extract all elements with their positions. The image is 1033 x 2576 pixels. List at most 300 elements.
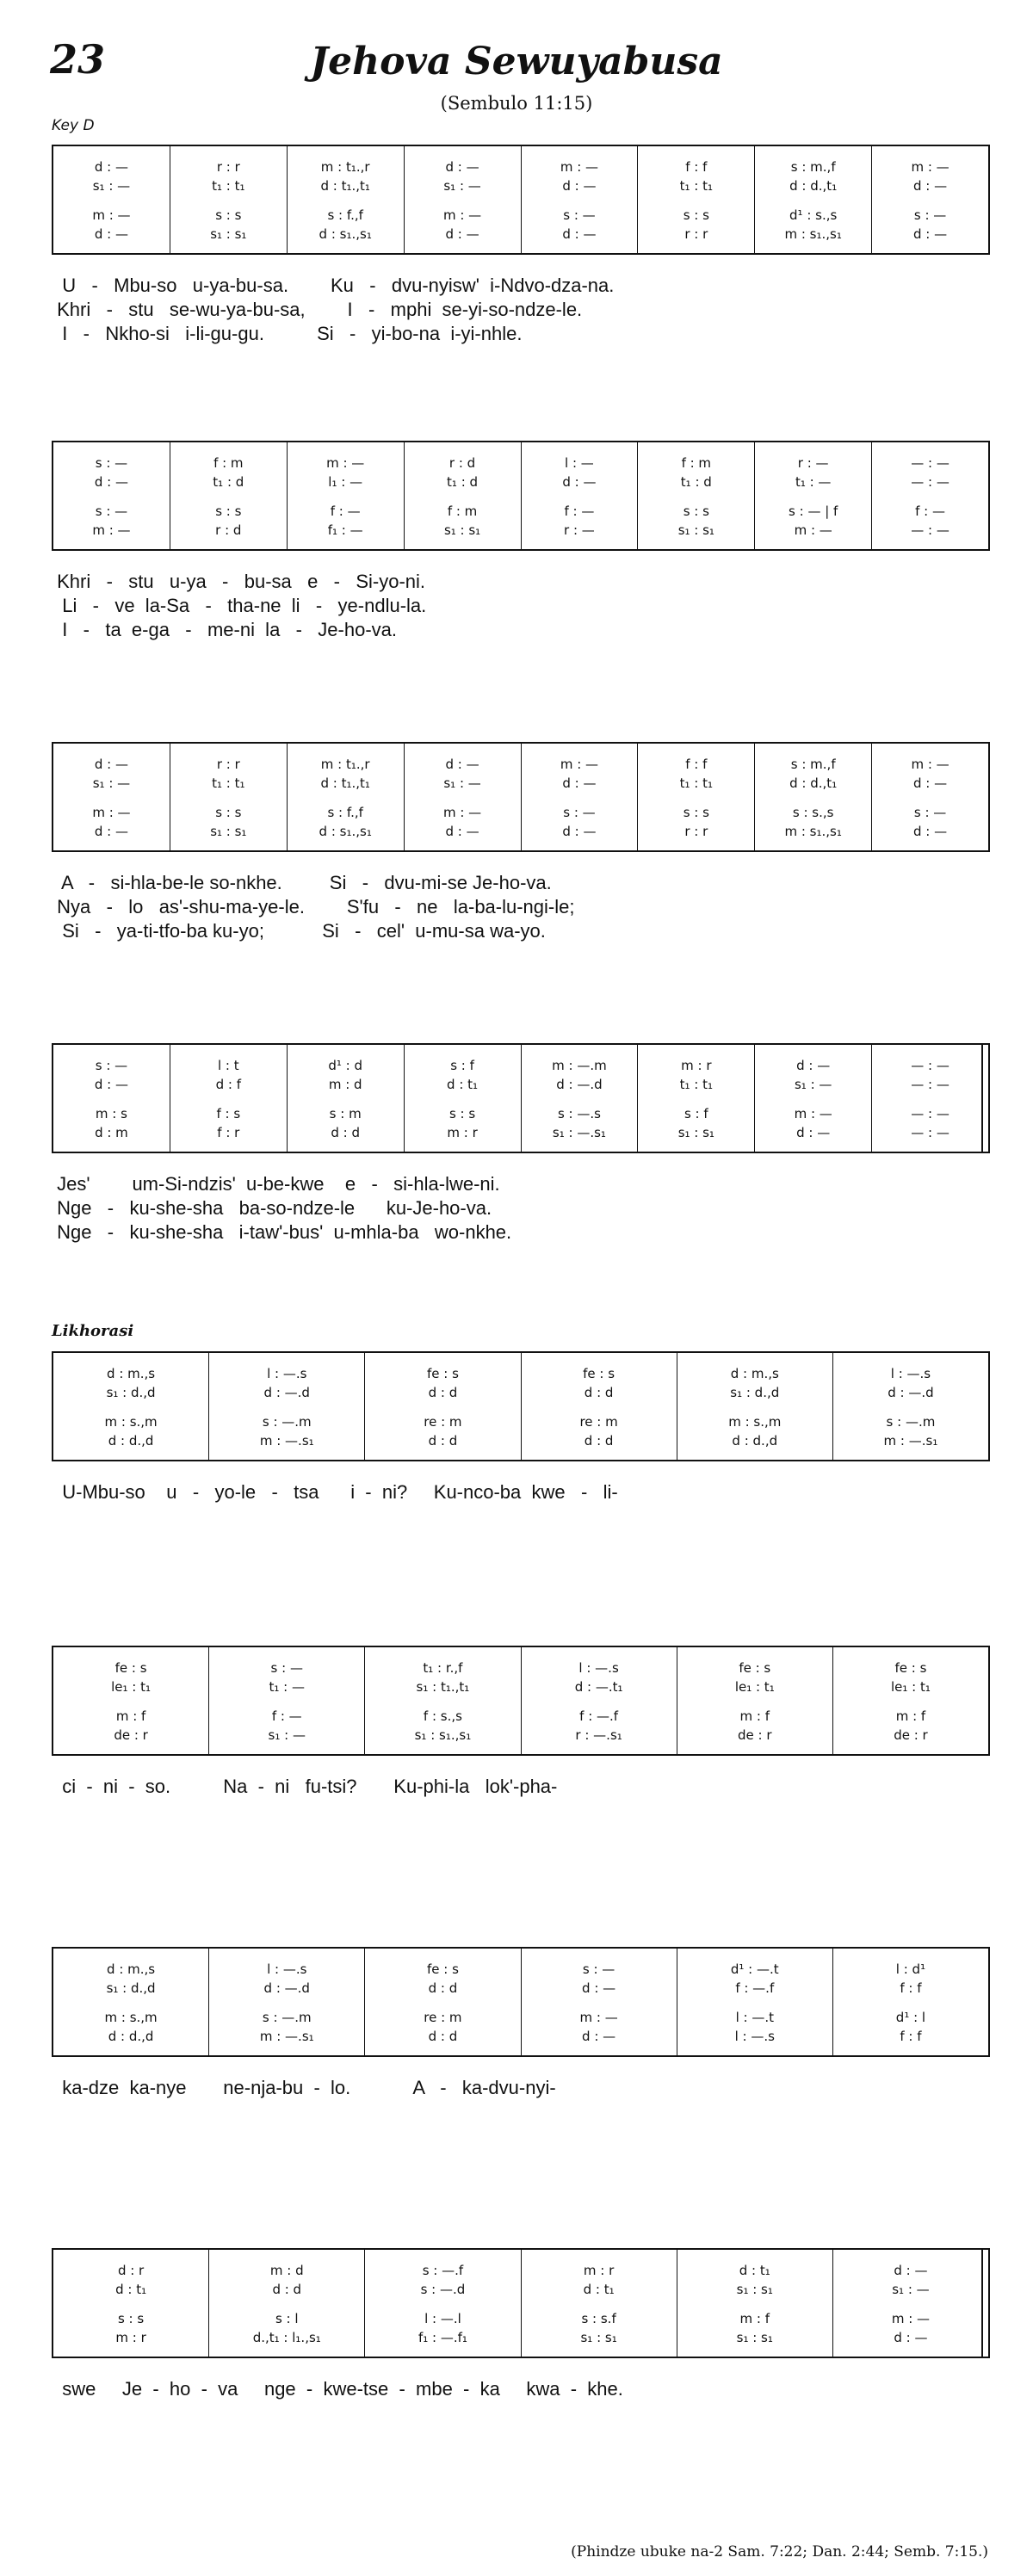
soprano-part: l : — <box>565 455 594 471</box>
bass-part: r : r <box>684 824 708 839</box>
alto-part: f : —.f <box>735 1980 775 1996</box>
soprano-part: s : — <box>95 455 128 471</box>
tenor-part: m : — <box>92 805 131 820</box>
soprano-part: m : —.m <box>552 1058 607 1073</box>
tenor-part: m : — <box>579 2010 618 2025</box>
soprano-part: m : r <box>681 1058 712 1073</box>
soprano-part: m : t₁.,r <box>320 757 370 772</box>
bass-part: d : d <box>428 1433 458 1449</box>
bass-part: d : m <box>95 1125 128 1140</box>
solfa-staff <box>52 441 990 551</box>
tenor-part: m : — <box>891 2311 931 2326</box>
alto-part: t₁ : d <box>213 474 244 490</box>
bass-part: m : r <box>447 1125 478 1140</box>
tenor-part: s : s <box>683 805 709 820</box>
soprano-part: d : m.,s <box>107 1961 156 1977</box>
alto-part: t₁ : d <box>680 474 712 490</box>
measure <box>832 2250 988 2357</box>
measure <box>287 442 404 549</box>
bass-part: m : —.s₁ <box>259 2029 314 2044</box>
bass-part: s₁ : —.s₁ <box>552 1125 606 1140</box>
measure <box>521 1949 677 2055</box>
tenor-part: s : f.,f <box>327 207 363 223</box>
measure <box>677 1949 832 2055</box>
bass-part: m : s₁.,s₁ <box>784 824 842 839</box>
soprano-part: s : — <box>270 1660 303 1676</box>
alto-part: s₁ : — <box>92 178 131 194</box>
soprano-part: d¹ : —.t <box>730 1961 779 1977</box>
measure <box>53 1949 208 2055</box>
soprano-part: t₁ : r.,f <box>423 1660 463 1676</box>
tenor-part: re : m <box>424 2010 462 2025</box>
footer-references: (Phindze ubuke na-2 Sam. 7:22; Dan. 2:44; Semb. 7:15.) <box>571 2543 988 2561</box>
soprano-part: fe : s <box>426 1366 459 1381</box>
tenor-part: s : — <box>563 207 596 223</box>
tenor-part: f : —.f <box>579 1708 619 1724</box>
tenor-part: s : — | f <box>789 503 838 519</box>
bass-part: s₁ : s₁ <box>677 1125 714 1140</box>
soprano-part: l : d¹ <box>895 1961 926 1977</box>
bass-part: d : — <box>94 226 128 242</box>
soprano-part: fe : s <box>583 1366 615 1381</box>
alto-part: d : —.t₁ <box>574 1679 623 1695</box>
tenor-part: s : —.m <box>886 1414 936 1430</box>
alto-part: d : —.d <box>263 1980 310 1996</box>
soprano-part: d : m.,s <box>107 1366 156 1381</box>
alto-part: le₁ : t₁ <box>890 1679 931 1695</box>
alto-part: s₁ : — <box>892 2282 930 2297</box>
lyric-line: Khri - stu se-wu-ya-bu-sa, I - mphi se-yi-so-ndze-le. <box>52 299 583 320</box>
tenor-part: s : — <box>913 805 947 820</box>
bass-part: r : —.s₁ <box>575 1727 622 1743</box>
bass-part: m : s₁.,s₁ <box>784 226 842 242</box>
measure <box>208 1647 364 1754</box>
bass-part: f₁ : — <box>327 522 363 538</box>
tenor-part: m : — <box>794 1106 832 1121</box>
bass-part: f₁ : —.f₁ <box>418 2330 467 2345</box>
soprano-part: m : — <box>560 159 599 175</box>
soprano-part: fe : s <box>894 1660 927 1676</box>
alto-part: t₁ : — <box>269 1679 305 1695</box>
tenor-part: s : l <box>275 2311 299 2326</box>
tenor-part: m : s <box>95 1106 127 1121</box>
tenor-part: m : f <box>739 1708 770 1724</box>
measure <box>53 146 170 253</box>
measure <box>677 1353 832 1460</box>
tenor-part: m : f <box>739 2311 770 2326</box>
measure <box>404 1045 521 1152</box>
tenor-part: f : m <box>447 503 478 519</box>
soprano-part: d : — <box>94 757 128 772</box>
soprano-part: l : —.s <box>267 1366 307 1381</box>
measure <box>871 146 988 253</box>
alto-part: d : — <box>562 474 597 490</box>
soprano-part: r : d <box>448 455 476 471</box>
measure <box>871 1045 988 1152</box>
measure <box>677 1647 832 1754</box>
lyric-line: swe Je - ho - va nge - kwe-tse - mbe - ka kwa - khe. <box>52 2378 623 2400</box>
bass-part: m : r <box>115 2330 146 2345</box>
soprano-part: d : — <box>445 757 479 772</box>
soprano-part: s : — <box>582 1961 615 1977</box>
tenor-part: s : f.,f <box>327 805 363 820</box>
bass-part: de : r <box>894 1727 928 1743</box>
alto-part: l₁ : — <box>328 474 363 490</box>
measure <box>53 1045 170 1152</box>
measure <box>871 442 988 549</box>
bass-part: m : — <box>92 522 131 538</box>
alto-part: le₁ : t₁ <box>734 1679 775 1695</box>
measure <box>364 1353 520 1460</box>
song-title: Jehova Sewuyabusa <box>310 40 723 83</box>
measure <box>637 1045 754 1152</box>
bass-part: d : d <box>331 1125 360 1140</box>
soprano-part: fe : s <box>739 1660 771 1676</box>
alto-part: d : d <box>428 1980 458 1996</box>
alto-part: d : —.d <box>888 1385 934 1400</box>
soprano-part: d : — <box>894 2263 928 2278</box>
soprano-part: fe : s <box>426 1961 459 1977</box>
measure <box>521 2250 677 2357</box>
bass-part: d.,t₁ : l₁.,s₁ <box>252 2330 321 2345</box>
soprano-part: s : —.f <box>422 2263 464 2278</box>
measure <box>677 2250 832 2357</box>
tenor-part: s : — <box>95 503 128 519</box>
tenor-part: s : —.s <box>557 1106 601 1121</box>
lyric-line: Jes' um-Si-ndzis' u-be-kwe e - si-hla-lwe-ni. <box>52 1173 500 1195</box>
bass-part: d : d.,d <box>732 1433 778 1449</box>
measure <box>208 1353 364 1460</box>
tenor-part: s : f <box>684 1106 708 1121</box>
alto-part: t₁ : t₁ <box>679 178 713 194</box>
alto-part: t₁ : t₁ <box>679 1077 713 1092</box>
soprano-part: m : — <box>326 455 365 471</box>
soprano-part: d : — <box>796 1058 831 1073</box>
soprano-part: fe : s <box>114 1660 147 1676</box>
measure <box>521 1647 677 1754</box>
soprano-part: d : t₁ <box>739 2263 770 2278</box>
tenor-part: s : s <box>215 503 242 519</box>
alto-part: s₁ : d.,d <box>106 1980 156 1996</box>
alto-part: d : —.d <box>556 1077 603 1092</box>
alto-part: s₁ : — <box>443 775 481 791</box>
alto-part: d : — <box>913 775 948 791</box>
tenor-part: m : f <box>895 1708 926 1724</box>
alto-part: t₁ : t₁ <box>679 775 713 791</box>
measure <box>170 1045 287 1152</box>
measure <box>208 1949 364 2055</box>
bass-part: s₁ : s₁ <box>736 2330 773 2345</box>
solfa-staff <box>52 1646 990 1756</box>
alto-part: d : t₁ <box>115 2282 147 2297</box>
alto-part: s₁ : — <box>92 775 131 791</box>
tenor-part: d¹ : s.,s <box>789 207 838 223</box>
bass-part: r : r <box>684 226 708 242</box>
solfa-staff <box>52 145 990 255</box>
lyrics-block <box>52 2076 990 2100</box>
bass-part: d : — <box>94 824 128 839</box>
soprano-part: r : r <box>216 159 240 175</box>
alto-part: d : — <box>562 178 597 194</box>
soprano-part: m : — <box>911 159 949 175</box>
tenor-part: s : s <box>117 2311 145 2326</box>
measure <box>637 146 754 253</box>
soprano-part: r : — <box>797 455 829 471</box>
tenor-part: m : — <box>92 207 131 223</box>
tenor-part: s : m <box>329 1106 362 1121</box>
bass-part: s₁ : s₁ <box>677 522 714 538</box>
soprano-part: m : r <box>583 2263 615 2278</box>
measure <box>871 744 988 850</box>
bass-part: de : r <box>114 1727 148 1743</box>
bass-part: d : — <box>796 1125 831 1140</box>
tenor-part: s : —.m <box>262 2010 312 2025</box>
alto-part: — : — <box>911 474 949 490</box>
alto-part: s₁ : t₁.,t₁ <box>416 1679 470 1695</box>
bass-part: l : —.s <box>734 2029 775 2044</box>
bass-part: d : — <box>445 226 479 242</box>
lyric-line: Khri - stu u-ya - bu-sa e - Si-yo-ni. <box>52 571 426 592</box>
measure <box>404 744 521 850</box>
alto-part: t₁ : t₁ <box>212 775 245 791</box>
tenor-part: s : s <box>215 805 242 820</box>
soprano-part: f : m <box>213 455 244 471</box>
lyric-line: I - Nkho-si i-li-gu-gu. Si - yi-bo-na i-yi-nhle. <box>52 323 523 344</box>
bass-part: d : — <box>562 824 597 839</box>
lyrics-block <box>52 871 990 943</box>
bass-part: d : — <box>913 824 948 839</box>
soprano-part: d : — <box>94 159 128 175</box>
bass-part: m : — <box>794 522 832 538</box>
alto-part: t₁ : d <box>447 474 479 490</box>
song-number: 23 <box>50 36 106 83</box>
bass-part: d : — <box>913 226 948 242</box>
measure <box>637 744 754 850</box>
measure <box>754 442 871 549</box>
solfa-staff <box>52 1947 990 2057</box>
tenor-part: f : s.,s <box>423 1708 462 1724</box>
tenor-part: f : s <box>216 1106 241 1121</box>
soprano-part: s : m.,f <box>790 757 836 772</box>
alto-part: d : — <box>562 775 597 791</box>
soprano-part: s : — <box>95 1058 128 1073</box>
measure <box>521 1045 638 1152</box>
bass-part: d : d.,d <box>108 1433 154 1449</box>
bass-part: s₁ : s₁ <box>443 522 481 538</box>
tenor-part: s : s <box>448 1106 476 1121</box>
alto-part: d : t₁ <box>447 1077 479 1092</box>
bass-part: d : — <box>562 226 597 242</box>
lyric-line: I - ta e-ga - me-ni la - Je-ho-va. <box>52 619 398 640</box>
soprano-part: l : —.s <box>890 1366 931 1381</box>
measure <box>208 2250 364 2357</box>
bass-part: f : f <box>900 2029 922 2044</box>
measure <box>53 2250 208 2357</box>
tenor-part: s : s <box>683 207 709 223</box>
soprano-part: r : r <box>216 757 240 772</box>
lyric-line: Li - ve la-Sa - tha-ne li - ye-ndlu-la. <box>52 595 427 616</box>
measure <box>521 442 638 549</box>
tenor-part: s : s <box>215 207 242 223</box>
alto-part: le₁ : t₁ <box>111 1679 152 1695</box>
tenor-part: l : —.t <box>735 2010 774 2025</box>
lyrics-block <box>52 2377 990 2401</box>
tenor-part: f : — <box>330 503 361 519</box>
soprano-part: f : m <box>681 455 712 471</box>
measure <box>170 146 287 253</box>
bass-part: d : — <box>894 2330 928 2345</box>
measure <box>832 1353 988 1460</box>
solfa-staff <box>52 2248 990 2358</box>
lyric-line: U-Mbu-so u - yo-le - tsa i - ni? Ku-nco-ba kwe - li- <box>52 1481 618 1503</box>
alto-part: d : d <box>272 2282 302 2297</box>
alto-part: s : —.d <box>420 2282 466 2297</box>
alto-part: s₁ : d.,d <box>730 1385 780 1400</box>
soprano-part: m : — <box>911 757 949 772</box>
tenor-part: s : —.m <box>262 1414 312 1430</box>
measure <box>170 442 287 549</box>
soprano-part: l : t <box>217 1058 239 1073</box>
lyrics-block <box>52 1480 990 1504</box>
measure <box>170 744 287 850</box>
tenor-part: m : f <box>115 1708 146 1724</box>
lyrics-block <box>52 1172 990 1245</box>
tenor-part: re : m <box>579 1414 618 1430</box>
tenor-part: s : — <box>913 207 947 223</box>
lyric-line: U - Mbu-so u-ya-bu-sa. Ku - dvu-nyisw' i-Ndvo-dza-na. <box>52 275 615 296</box>
soprano-part: d : m.,s <box>730 1366 779 1381</box>
tenor-part: m : — <box>442 207 482 223</box>
tenor-part: re : m <box>424 1414 462 1430</box>
lyrics-block <box>52 1775 990 1799</box>
measure <box>754 146 871 253</box>
solfa-staff <box>52 742 990 852</box>
lyric-line: ka-dze ka-nye ne-nja-bu - lo. A - ka-dvu-nyi- <box>52 2077 556 2098</box>
measure <box>754 744 871 850</box>
measure <box>53 744 170 850</box>
alto-part: d : — <box>94 1077 128 1092</box>
bass-part: m : —.s₁ <box>259 1433 314 1449</box>
alto-part: t₁ : t₁ <box>212 178 245 194</box>
bass-part: s₁ : s₁ <box>580 2330 617 2345</box>
measure <box>364 2250 520 2357</box>
tenor-part: f : — <box>271 1708 302 1724</box>
alto-part: d : d.,t₁ <box>789 178 838 194</box>
soprano-part: — : — <box>911 1058 949 1073</box>
soprano-part: m : — <box>560 757 599 772</box>
measure <box>53 1353 208 1460</box>
alto-part: d : —.d <box>263 1385 310 1400</box>
bass-part: d : d <box>428 2029 458 2044</box>
scripture-reference: (Sembulo 11:15) <box>440 93 593 114</box>
alto-part: d : t₁.,t₁ <box>320 178 370 194</box>
tenor-part: f : — <box>564 503 595 519</box>
soprano-part: f : f <box>685 159 708 175</box>
alto-part: m : d <box>328 1077 362 1092</box>
alto-part: d : f <box>215 1077 242 1092</box>
lyric-line: Si - ya-ti-tfo-ba ku-yo; Si - cel' u-mu-sa wa-yo. <box>52 920 546 942</box>
bass-part: m : —.s₁ <box>883 1433 938 1449</box>
measure <box>53 442 170 549</box>
solfa-staff <box>52 1043 990 1153</box>
lyric-line: Nya - lo as'-shu-ma-ye-le. S'fu - ne la-ba-lu-ngi-le; <box>52 896 575 917</box>
key-signature: Key D <box>52 117 95 134</box>
bass-part: d : s₁.,s₁ <box>319 824 372 839</box>
alto-part: d : t₁.,t₁ <box>320 775 370 791</box>
alto-part: d : t₁ <box>583 2282 615 2297</box>
soprano-part: l : —.s <box>267 1961 307 1977</box>
measure <box>287 146 404 253</box>
measure <box>637 442 754 549</box>
tenor-part: s : — <box>563 805 596 820</box>
alto-part: s₁ : — <box>443 178 481 194</box>
measure <box>404 146 521 253</box>
bass-part: r : d <box>215 522 242 538</box>
bass-part: d : d <box>584 1433 614 1449</box>
soprano-part: s : m.,f <box>790 159 836 175</box>
tenor-part: s : s.,s <box>792 805 834 820</box>
measure <box>364 1949 520 2055</box>
bass-part: r : — <box>564 522 595 538</box>
alto-part: s₁ : s₁ <box>736 2282 773 2297</box>
soprano-part: f : f <box>685 757 708 772</box>
alto-part: d : — <box>913 178 948 194</box>
measure <box>287 744 404 850</box>
measure <box>364 1647 520 1754</box>
bass-part: d : d.,d <box>108 2029 154 2044</box>
bass-part: s₁ : — <box>268 1727 306 1743</box>
tenor-part: m : — <box>442 805 482 820</box>
alto-part: d : d.,t₁ <box>789 775 838 791</box>
tenor-part: — : — <box>911 1106 949 1121</box>
lyric-line: Nge - ku-she-sha i-taw'-bus' u-mhla-ba wo-nkhe. <box>52 1221 512 1243</box>
tenor-part: m : s.,m <box>104 1414 158 1430</box>
measure <box>754 1045 871 1152</box>
soprano-part: — : — <box>911 455 949 471</box>
lyrics-block <box>52 274 990 346</box>
alto-part: d : — <box>582 1980 616 1996</box>
tenor-part: l : —.l <box>424 2311 461 2326</box>
soprano-part: m : t₁.,r <box>320 159 370 175</box>
bass-part: d : — <box>582 2029 616 2044</box>
measure <box>832 1647 988 1754</box>
bass-part: s₁ : s₁.,s₁ <box>414 1727 472 1743</box>
measure <box>521 744 638 850</box>
tenor-part: f : — <box>915 503 945 519</box>
soprano-part: d : r <box>117 2263 145 2278</box>
bass-part: s₁ : s₁ <box>210 226 247 242</box>
bass-part: d : s₁.,s₁ <box>319 226 372 242</box>
tenor-part: m : s.,m <box>728 1414 782 1430</box>
tenor-part: d¹ : l <box>895 2010 926 2025</box>
alto-part: d : d <box>428 1385 458 1400</box>
alto-part: s₁ : d.,d <box>106 1385 156 1400</box>
bass-part: de : r <box>738 1727 772 1743</box>
measure <box>53 1647 208 1754</box>
solfa-staff <box>52 1351 990 1461</box>
bass-part: f : r <box>217 1125 240 1140</box>
chorus-label: Likhorasi <box>52 1322 134 1340</box>
tenor-part: s : s.f <box>581 2311 616 2326</box>
soprano-part: l : —.s <box>578 1660 619 1676</box>
measure <box>521 1353 677 1460</box>
measure <box>832 1949 988 2055</box>
alto-part: s₁ : — <box>794 1077 832 1092</box>
tenor-part: s : s <box>683 503 709 519</box>
alto-part: d : — <box>94 474 128 490</box>
bass-part: s₁ : s₁ <box>210 824 247 839</box>
alto-part: t₁ : — <box>795 474 832 490</box>
